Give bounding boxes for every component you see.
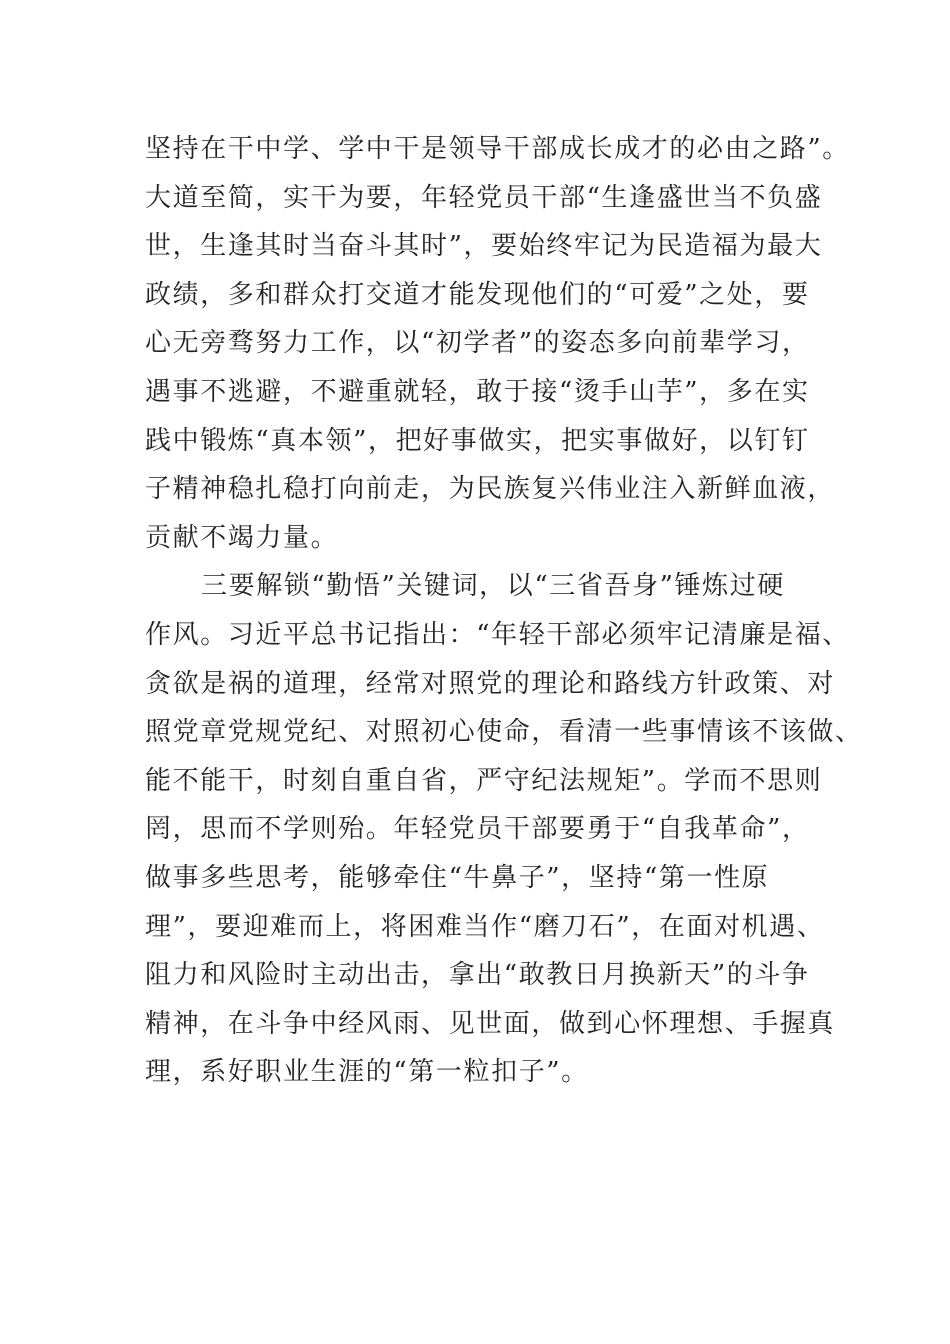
paragraph-1 (145, 125, 850, 562)
text-line-indented: 三要解锁“勤悟”关键词，以“三省吾身”锤炼过硬 (201, 571, 785, 602)
text-line: 遇事不逃避，不避重就轻，敢于接“烫手山芋”，多在实 (145, 376, 810, 407)
text-line: 能不能干，时刻自重自省，严守纪法规矩”。学而不思则 (145, 765, 823, 796)
text-line: 精神，在斗争中经风雨、见世面，做到心怀理想、手握真 (145, 1008, 836, 1039)
text-line: 作风。习近平总书记指出：“年轻干部必须牢记清廉是福、 (145, 619, 850, 650)
text-line: 贡献不竭力量。 (145, 522, 339, 553)
text-line: 照党章党规党纪、对照初心使命，看清一些事情该不该做、 (145, 717, 863, 748)
text-line: 罔，思而不学则殆。年轻党员干部要勇于“自我革命”， (145, 814, 810, 845)
text-line: 贪欲是祸的道理，经常对照党的理论和路线方针政策、对 (145, 668, 836, 699)
text-line: 坚持在干中学、学中干是领导干部成长成才的必由之路”。 (145, 134, 850, 164)
text-line: 做事多些思考，能够牵住“牛鼻子”，坚持“第一性原 (145, 862, 770, 893)
text-line: 践中锻炼“真本领”，把好事做实，把实事做好，以钉钉 (145, 425, 810, 456)
text-line: 阻力和风险时主动出击，拿出“敢教日月换新天”的斗争 (145, 960, 810, 991)
text-line: 世，生逢其时当奋斗其时”，要始终牢记为民造福为最大 (145, 231, 823, 262)
text-line: 理”，要迎难而上，将困难当作“磨刀石”，在面对机遇、 (145, 911, 825, 942)
text-line: 心无旁骛努力工作，以“初学者”的姿态多向前辈学习， (145, 328, 810, 359)
text-line: 大道至简，实干为要，年轻党员干部“生逢盛世当不负盛 (145, 182, 823, 213)
text-line: 理，系好职业生涯的“第一粒扣子”。 (145, 1057, 589, 1088)
paragraph-2 (145, 562, 863, 1097)
document-body (145, 125, 863, 1097)
text-line: 政绩，多和群众打交道才能发现他们的“可爱”之处，要 (145, 279, 810, 310)
text-line: 子精神稳扎稳打向前走，为民族复兴伟业注入新鲜血液， (145, 474, 836, 505)
